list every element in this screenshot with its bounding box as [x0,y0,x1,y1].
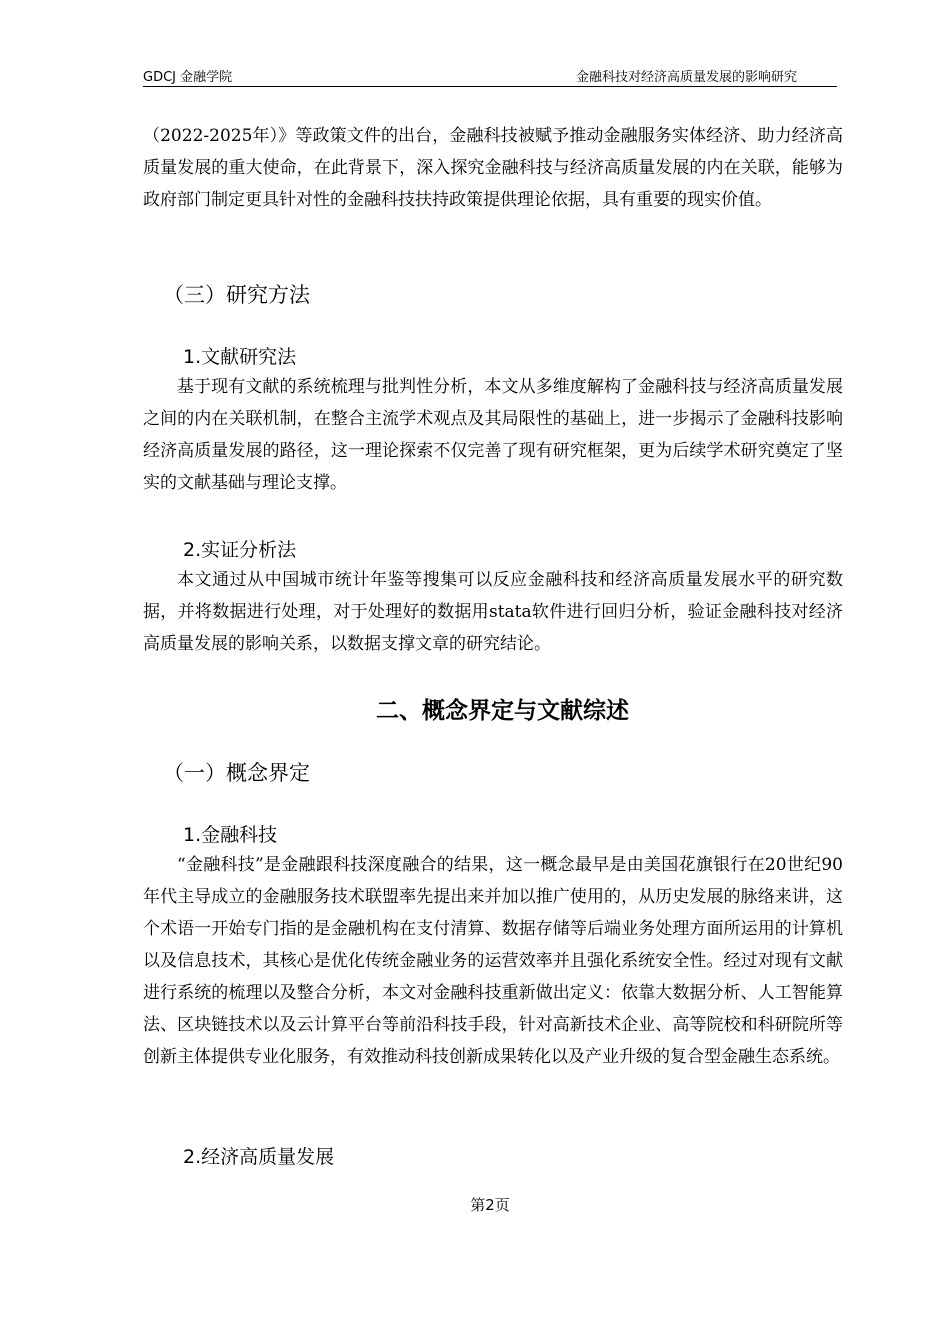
header-institution: GDCJ 金融学院 [143,70,233,85]
section-heading-concept-definition: （一）概念界定 [163,761,310,785]
page-header [143,66,837,87]
fintech-block [143,849,843,1073]
header-thesis-title: 金融科技对经济高质量发展的影响研究 [575,70,797,85]
intro-paragraph: （2022-2025年）》等政策文件的出台，金融科技被赋予推动金融服务实体经济、助力经济高质量发展的重大使命，在此背景下，深入探究金融科技与经济高质量发展的内在关联，能够为政府部门制定更具针对性的金融科技扶持政策提供理论依据，具有重要的现实价值。 [143,126,843,210]
subheading-high-quality-development: 2.经济高质量发展 [183,1146,335,1168]
chapter-heading-concepts-literature: 二、概念界定与文献综述 [376,698,629,724]
literature-method-block [143,371,843,499]
subheading-fintech: 1.金融科技 [183,824,278,846]
subheading-empirical-method: 2.实证分析法 [183,539,297,561]
empirical-method-paragraph: 本文通过从中国城市统计年鉴等搜集可以反应金融科技和经济高质量发展水平的研究数据，并将数据进行处理，对于处理好的数据用stata软件进行回归分析，验证金融科技对经济高质量发展的影响关系，以数据支撑文章的研究结论。 [143,570,843,654]
literature-method-paragraph: 基于现有文献的系统梳理与批判性分析，本文从多维度解构了金融科技与经济高质量发展之间的内在关联机制，在整合主流学术观点及其局限性的基础上，进一步揭示了金融科技影响经济高质量发展的路径，这一理论探索不仅完善了现有研究框架，更为后续学术研究奠定了坚实的文献基础与理论支撑。 [143,377,843,493]
intro-paragraph-block [143,120,843,216]
section-heading-research-methods: （三）研究方法 [163,283,310,307]
subheading-literature-method: 1.文献研究法 [183,346,297,368]
page-number: 第2页 [470,1196,510,1214]
fintech-paragraph: “金融科技”是金融跟科技深度融合的结果，这一概念最早是由美国花旗银行在20世纪90年代主导成立的金融服务技术联盟率先提出来并加以推广使用的，从历史发展的脉络来讲，这个术语一开始专门指的是金融机构在支付清算、数据存储等后端业务处理方面所运用的计算机以及信息技术，其核心是优化传统金融业务的运营效率并且强化系统安全性。经过对现有文献进行系统的梳理以及整合分析，本文对金融科技重新做出定义：依靠大数据分析、人工智能算法、区块链技术以及云计算平台等前沿科技手段，针对高新技术企业、高等院校和科研院所等创新主体提供专业化服务，有效推动科技创新成果转化以及产业升级的复合型金融生态系统。 [143,855,843,1067]
empirical-method-block [143,564,843,660]
